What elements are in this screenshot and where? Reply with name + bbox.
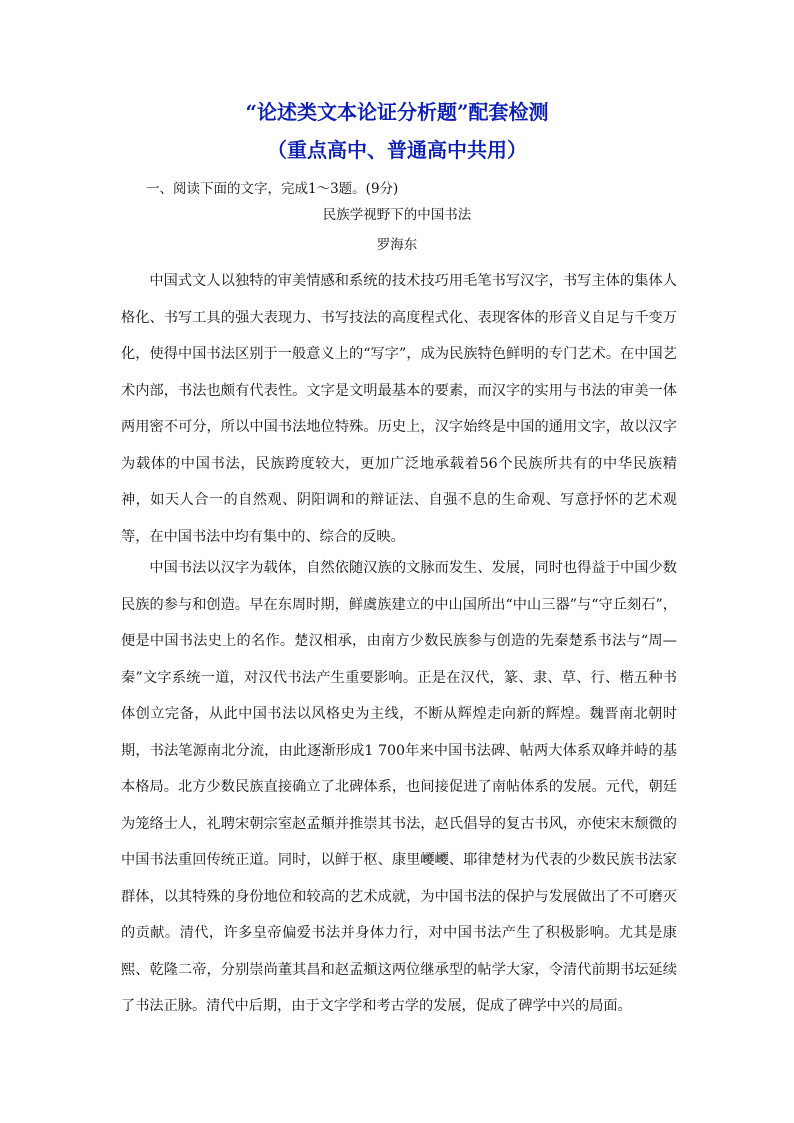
- article-author: 罗海东: [376, 237, 418, 253]
- document-title: “论述类文本论证分析题”配套检测: [245, 100, 549, 124]
- article-title: 民族学视野下的中国书法: [322, 207, 472, 223]
- document-subtitle: （重点高中、普通高中共用）: [267, 138, 527, 162]
- article-paragraph: 中国书法以汉字为载体，自然依随汉族的文脉而发生、发展，同时也得益于中国少数民族的参与和创造。早在东周时期，鲜虞族建立的中山国所出“中山三器”与“守丘刻石”，便是中国书法史上的名作。楚汉相承，由南方少数民族参与创造的先秦楚系书法与“周—秦”文字系统一道，对汉代书法产生重要影响。正是在汉代，篆、隶、草、行、楷五种书体创立完备，从此中国书法以风格史为主线，不断从辉煌走向新的辉煌。魏晋南北朝时期，书法笔源南北分流，由此逐渐形成1 700年来中国书法碑、帖两大体系双峰并峙的基本格局。北方少数民族直接确立了北碑体系，也间接促进了南帖体系的发展。元代，朝廷为笼络士人，礼聘宋朝宗室赵孟頫并推崇其书法，赵氏倡导的复古书风，亦使宋末颓微的中国书法重回传统正道。同时，以鲜于枢、康里巎巎、耶律楚材为代表的少数民族书法家群体，以其特殊的身份地位和较高的艺术成就，为中国书法的保护与发展做出了不可磨灭的贡献。清代，许多皇帝偏爱书法并身体力行，对中国书法产生了积极影响。尤其是康熙、乾隆二帝，分别崇尚董其昌和赵孟頫这两位继承型的帖学大家，令清代前期书坛延续了书法正脉。清代中后期，由于文字学和考古学的发展，促成了碑学中兴的局面。: [121, 560, 677, 1014]
- article-paragraph: 中国式文人以独特的审美情感和系统的技术技巧用毛笔书写汉字，书写主体的集体人格化、书写工具的强大表现力、书写技法的高度程式化、表现客体的形音义自足与千变万化，使得中国书法区别于一般意义上的“写字”，成为民族特色鲜明的专门艺术。在中国艺术内部，书法也颇有代表性。文字是文明最基本的要素，而汉字的实用与书法的审美一体两用密不可分，所以中国书法地位特殊。历史上，汉字始终是中国的通用文字，故以汉字为载体的中国书法，民族跨度较大，更加广泛地承载着56个民族所共有的中华民族精神，如天人合一的自然观、阴阳调和的辩证法、自强不息的生命观、写意抒怀的艺术观等，在中国书法中均有集中的、综合的反映。: [121, 273, 677, 545]
- question-instruction: 一、阅读下面的文字，完成1～3题。(9分): [146, 181, 399, 197]
